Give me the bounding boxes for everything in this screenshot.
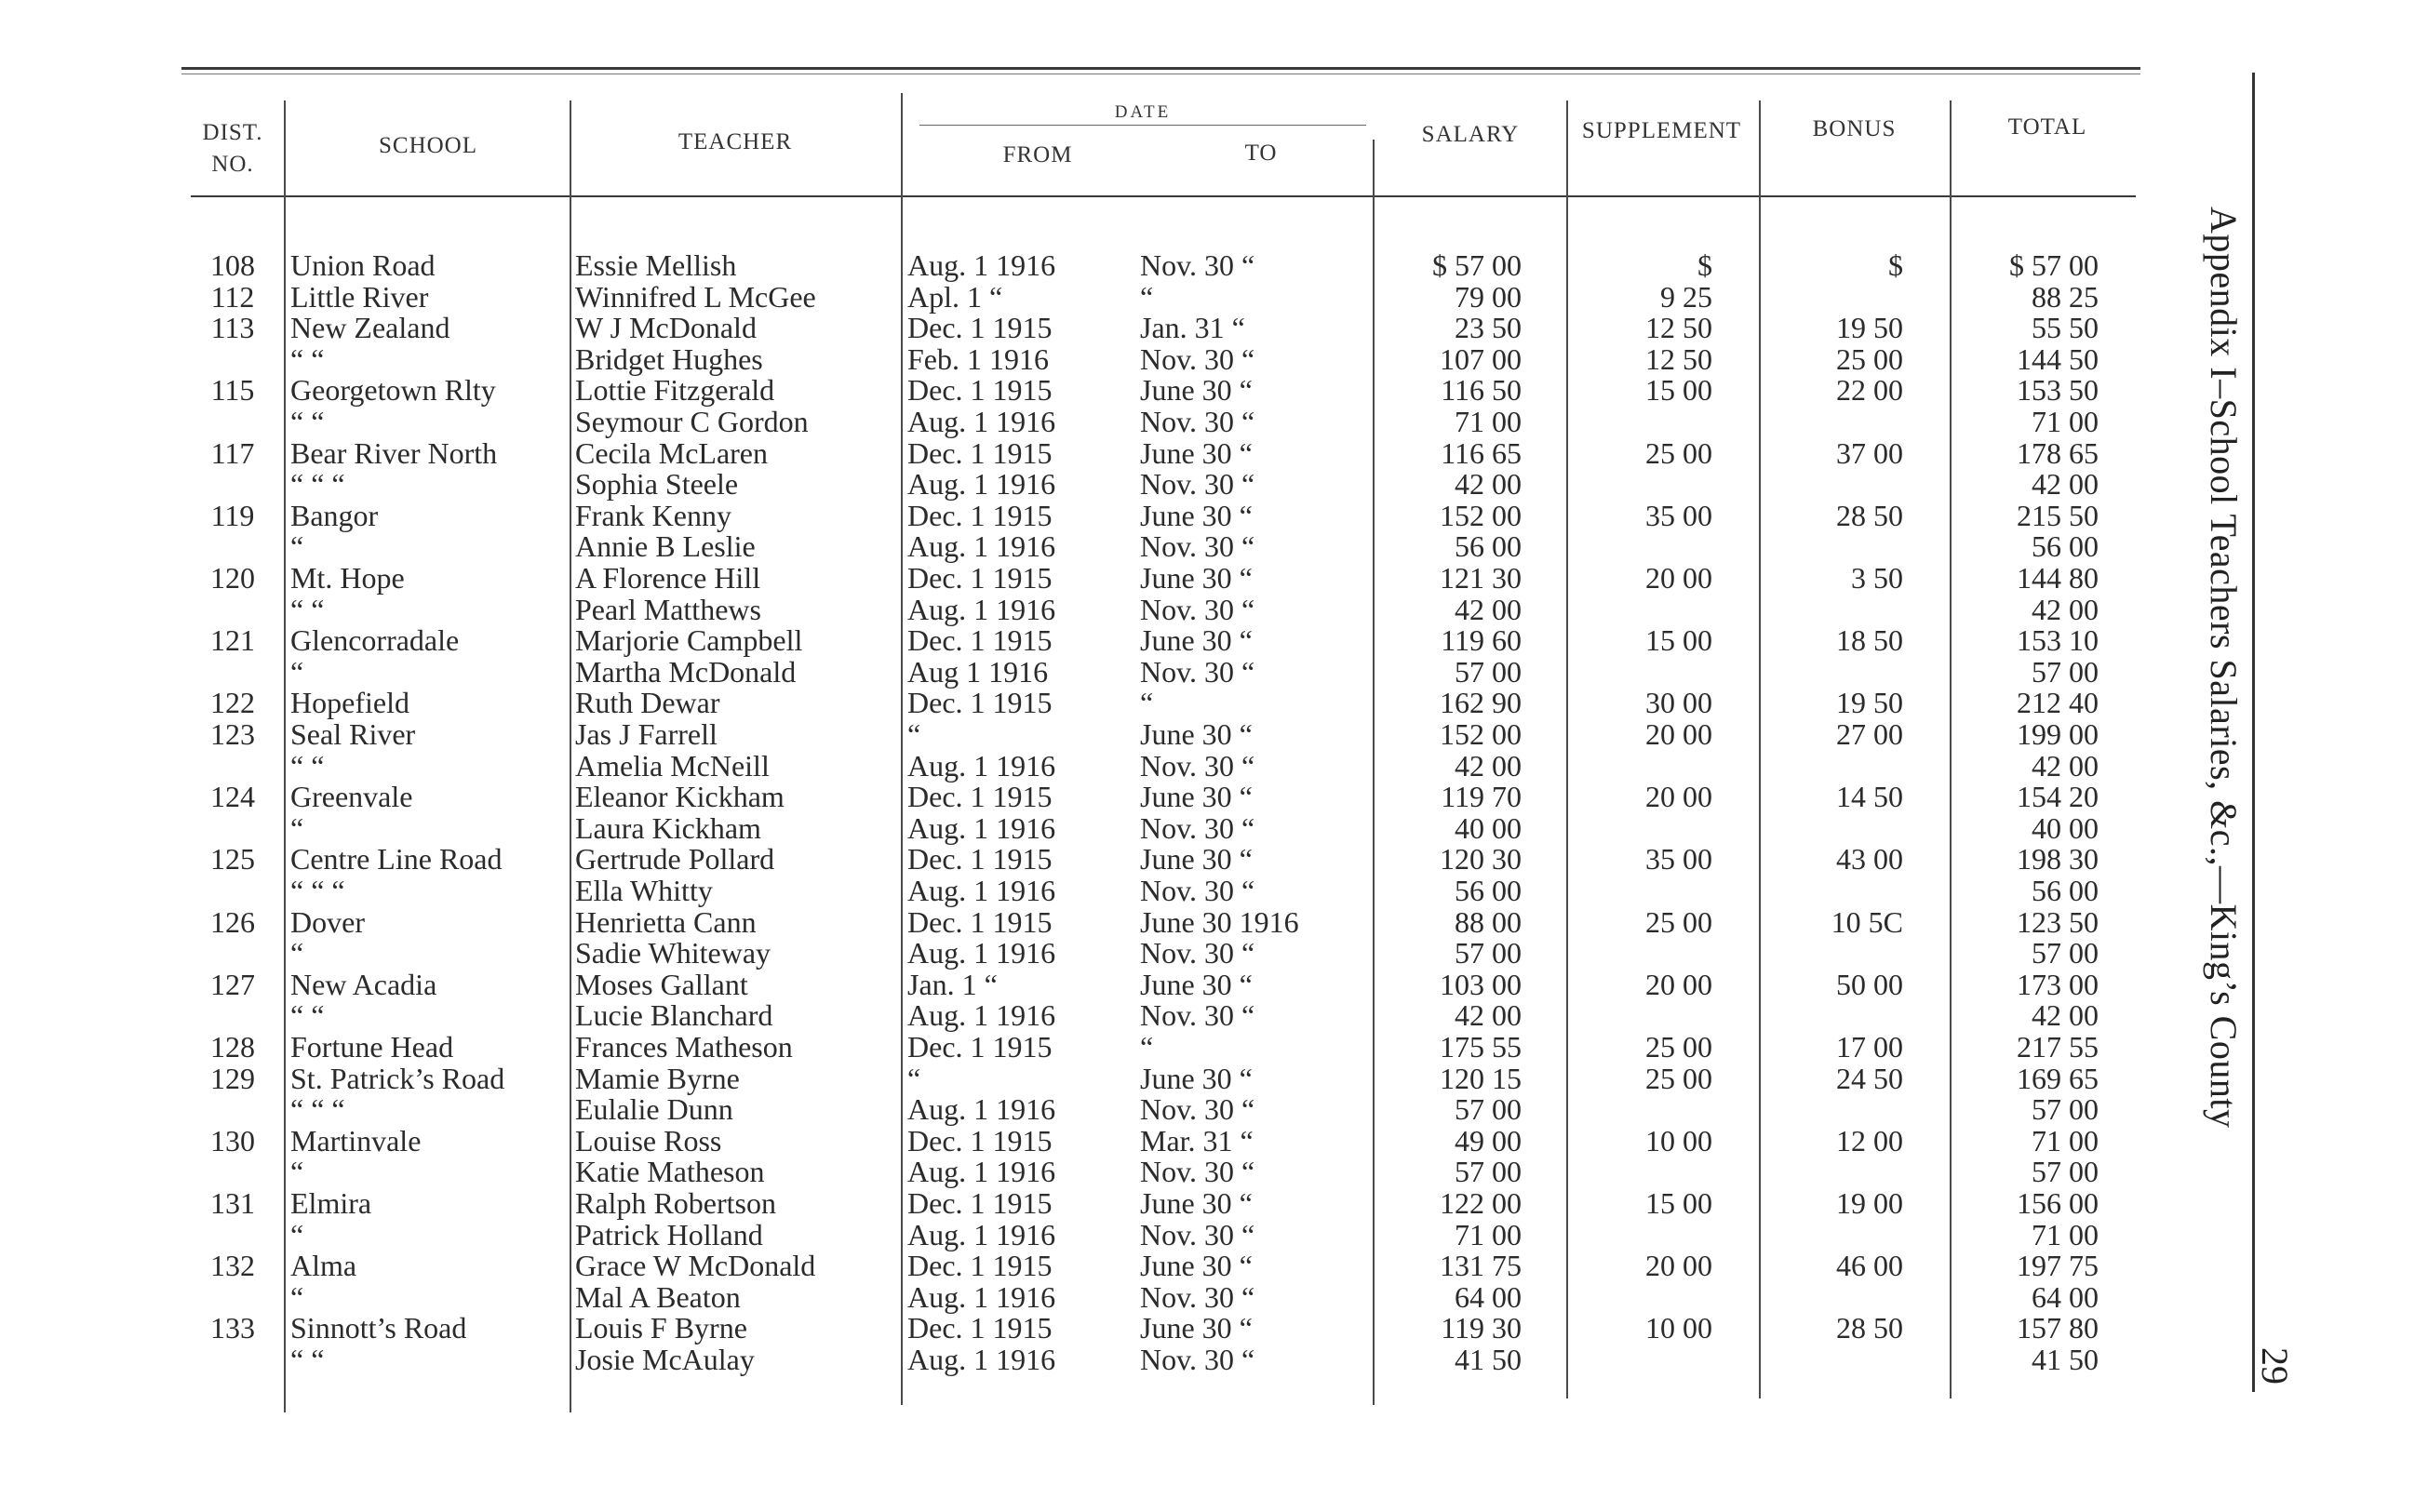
salary-cell: 119 70 bbox=[1441, 780, 1522, 814]
school-cell: Dover bbox=[290, 904, 365, 939]
teacher-cell: Henrietta Cann bbox=[575, 904, 757, 939]
date-from-cell: Aug. 1 1916 bbox=[907, 874, 1056, 907]
salary-cell: 119 60 bbox=[1441, 623, 1522, 658]
supplement-cell: 12 50 bbox=[1645, 311, 1712, 345]
date-from-cell: Aug. 1 1916 bbox=[907, 529, 1056, 564]
dist-no-cell: 119 bbox=[210, 498, 255, 532]
teacher-cell: Eulalie Dunn bbox=[575, 1092, 733, 1127]
date-from-cell: Dec. 1 1915 bbox=[907, 1186, 1053, 1220]
dist-no-cell: 124 bbox=[210, 780, 255, 814]
date-to-cell: Nov. 30 “ bbox=[1140, 467, 1255, 502]
school-cell: Georgetown Rlty bbox=[290, 373, 496, 408]
salary-cell: 120 30 bbox=[1440, 842, 1522, 876]
total-cell: 56 00 bbox=[2032, 874, 2099, 907]
total-cell: $ 57 00 bbox=[2009, 248, 2099, 282]
date-to-cell: Mar. 31 “ bbox=[1140, 1123, 1254, 1157]
header-to: TO bbox=[1244, 140, 1278, 166]
school-cell: “ “ bbox=[290, 998, 325, 1033]
date-from-cell: “ bbox=[907, 717, 921, 751]
total-cell: 57 00 bbox=[2032, 1155, 2099, 1189]
date-to-cell: June 30 “ bbox=[1140, 561, 1253, 595]
total-cell: 71 00 bbox=[2032, 1123, 2099, 1157]
salary-cell: 88 00 bbox=[1455, 904, 1522, 939]
dist-no-cell: 112 bbox=[210, 279, 255, 314]
salary-cell: 103 00 bbox=[1440, 967, 1522, 1001]
date-to-cell: June 30 “ bbox=[1140, 498, 1253, 532]
date-from-cell: Aug. 1 1916 bbox=[907, 1217, 1056, 1251]
date-to-cell: Jan. 31 “ bbox=[1140, 311, 1245, 345]
teacher-cell: Ella Whitty bbox=[575, 874, 713, 907]
supplement-cell: $ bbox=[1697, 248, 1712, 282]
divider-teacher-date bbox=[901, 93, 903, 1405]
date-to-cell: June 30 “ bbox=[1140, 373, 1253, 408]
teacher-cell: Martha McDonald bbox=[575, 654, 797, 689]
date-from-cell: Dec. 1 1915 bbox=[907, 780, 1053, 814]
total-cell: 212 40 bbox=[2017, 686, 2099, 720]
salary-cell: 119 30 bbox=[1441, 1311, 1522, 1345]
date-to-cell: Nov. 30 “ bbox=[1140, 405, 1255, 438]
salary-cell: 40 00 bbox=[1455, 810, 1522, 845]
total-cell: 57 00 bbox=[2032, 654, 2099, 689]
date-from-cell: Aug. 1 1916 bbox=[907, 1092, 1056, 1127]
salary-cell: 57 00 bbox=[1455, 1092, 1522, 1127]
total-cell: 42 00 bbox=[2032, 748, 2099, 783]
date-to-cell: June 30 “ bbox=[1140, 1249, 1253, 1283]
date-from-cell: Apl. 1 “ bbox=[907, 279, 1003, 314]
page-number: 29 bbox=[2254, 1347, 2296, 1385]
date-from-cell: Feb. 1 1916 bbox=[907, 341, 1049, 376]
dist-no-cell: 130 bbox=[210, 1123, 255, 1157]
school-cell: New Zealand bbox=[290, 311, 450, 345]
dist-no-cell: 128 bbox=[210, 1030, 255, 1064]
date-to-cell: Nov. 30 “ bbox=[1140, 654, 1255, 689]
dist-no-cell: 127 bbox=[210, 967, 255, 1001]
date-from-cell: Aug. 1 1916 bbox=[907, 1343, 1056, 1376]
header-total: TOTAL bbox=[2007, 114, 2087, 140]
total-cell: 169 65 bbox=[2017, 1061, 2099, 1095]
date-from-cell: Dec. 1 1915 bbox=[907, 498, 1053, 532]
date-from-cell: Dec. 1 1915 bbox=[907, 561, 1053, 595]
teacher-cell: Sadie Whiteway bbox=[575, 936, 771, 970]
school-cell: Martinvale bbox=[290, 1123, 422, 1157]
teacher-cell: Moses Gallant bbox=[575, 967, 748, 1001]
date-from-cell: Dec. 1 1915 bbox=[907, 686, 1053, 720]
date-from-cell: Dec. 1 1915 bbox=[907, 1249, 1053, 1283]
date-from-cell: Aug 1 1916 bbox=[907, 654, 1049, 689]
divider-school-teacher bbox=[570, 100, 571, 1412]
right-margin-rule bbox=[2252, 73, 2255, 1392]
date-to-cell: June 30 “ bbox=[1140, 842, 1253, 876]
bonus-cell: 25 00 bbox=[1836, 341, 1903, 376]
school-cell: “ bbox=[290, 654, 304, 689]
total-cell: 154 20 bbox=[2017, 780, 2099, 814]
dist-no-cell: 131 bbox=[210, 1186, 255, 1220]
date-from-cell: Aug. 1 1916 bbox=[907, 748, 1056, 783]
date-to-cell: June 30 “ bbox=[1140, 1186, 1253, 1220]
teacher-cell: Amelia McNeill bbox=[575, 748, 770, 783]
salary-cell: 57 00 bbox=[1455, 936, 1522, 970]
teacher-cell: Gertrude Pollard bbox=[575, 842, 775, 876]
supplement-cell: 20 00 bbox=[1645, 967, 1712, 1001]
supplement-cell: 30 00 bbox=[1645, 686, 1712, 720]
supplement-cell: 25 00 bbox=[1645, 904, 1712, 939]
date-to-cell: June 30 “ bbox=[1140, 1311, 1253, 1345]
teacher-cell: Sophia Steele bbox=[575, 467, 739, 502]
teacher-cell: Bridget Hughes bbox=[575, 341, 763, 376]
divider-supplement-bonus bbox=[1759, 100, 1761, 1398]
school-cell: “ “ bbox=[290, 341, 325, 376]
header-supplement: SUPPLEMENT bbox=[1581, 118, 1742, 143]
date-to-cell: Nov. 30 “ bbox=[1140, 1092, 1255, 1127]
school-cell: “ “ bbox=[290, 1343, 325, 1376]
school-cell: Mt. Hope bbox=[290, 561, 405, 595]
teacher-cell: Grace W McDonald bbox=[575, 1249, 816, 1283]
school-cell: “ “ “ bbox=[290, 1092, 345, 1127]
total-cell: 153 50 bbox=[2017, 373, 2099, 408]
header-bottom-rule bbox=[191, 195, 2136, 197]
dist-no-cell: 120 bbox=[210, 561, 255, 595]
date-to-cell: Nov. 30 “ bbox=[1140, 341, 1255, 376]
school-cell: Centre Line Road bbox=[290, 842, 503, 876]
divider-bonus-total bbox=[1950, 100, 1952, 1398]
bonus-cell: 3 50 bbox=[1851, 561, 1903, 595]
date-to-cell: Nov. 30 “ bbox=[1140, 1155, 1255, 1189]
school-cell: New Acadia bbox=[290, 967, 437, 1001]
bonus-cell: 12 00 bbox=[1836, 1123, 1903, 1157]
supplement-cell: 10 00 bbox=[1645, 1123, 1712, 1157]
bonus-cell: 46 00 bbox=[1836, 1249, 1903, 1283]
date-from-cell: Dec. 1 1915 bbox=[907, 373, 1053, 408]
total-cell: 144 80 bbox=[2017, 561, 2099, 595]
date-from-cell: “ bbox=[907, 1061, 921, 1095]
bonus-cell: 19 00 bbox=[1836, 1186, 1903, 1220]
top-rule bbox=[181, 67, 2140, 70]
bonus-cell: 18 50 bbox=[1836, 623, 1903, 658]
school-cell: Sinnott’s Road bbox=[290, 1311, 467, 1345]
supplement-cell: 15 00 bbox=[1645, 1186, 1712, 1220]
salary-cell: 122 00 bbox=[1440, 1186, 1522, 1220]
school-cell: Little River bbox=[290, 279, 429, 314]
school-cell: Greenvale bbox=[290, 780, 413, 814]
date-to-cell: June 30 “ bbox=[1140, 780, 1253, 814]
side-title: Appendix I–School Teachers Salaries, &c.,—King’s County bbox=[2203, 207, 2245, 1129]
date-from-cell: Aug. 1 1916 bbox=[907, 998, 1056, 1033]
supplement-cell: 15 00 bbox=[1645, 373, 1712, 408]
supplement-cell: 20 00 bbox=[1645, 1249, 1712, 1283]
date-from-cell: Dec. 1 1915 bbox=[907, 311, 1053, 345]
dist-no-cell: 129 bbox=[210, 1061, 255, 1095]
date-to-cell: “ bbox=[1140, 686, 1154, 720]
supplement-cell: 12 50 bbox=[1645, 341, 1712, 376]
dist-no-cell: 121 bbox=[210, 623, 255, 658]
date-from-cell: Dec. 1 1915 bbox=[907, 435, 1053, 470]
date-to-cell: Nov. 30 “ bbox=[1140, 529, 1255, 564]
salary-cell: 162 90 bbox=[1440, 686, 1522, 720]
school-cell: Bear River North bbox=[290, 435, 498, 470]
salary-cell: 116 50 bbox=[1441, 373, 1522, 408]
date-to-cell: “ bbox=[1140, 1030, 1154, 1064]
salary-cell: 49 00 bbox=[1455, 1123, 1522, 1157]
school-cell: “ “ bbox=[290, 748, 325, 783]
salary-cell: 56 00 bbox=[1455, 874, 1522, 907]
supplement-cell: 20 00 bbox=[1645, 780, 1712, 814]
school-cell: Glencorradale bbox=[290, 623, 460, 658]
supplement-cell: 35 00 bbox=[1645, 498, 1712, 532]
supplement-cell: 25 00 bbox=[1645, 1030, 1712, 1064]
bonus-cell: 28 50 bbox=[1836, 498, 1903, 532]
salary-cell: 42 00 bbox=[1455, 467, 1522, 502]
salary-cell: 79 00 bbox=[1455, 279, 1522, 314]
supplement-cell: 25 00 bbox=[1645, 1061, 1712, 1095]
school-cell: Hopefield bbox=[290, 686, 409, 720]
salary-cell: 23 50 bbox=[1455, 311, 1522, 345]
salary-cell: 107 00 bbox=[1440, 341, 1522, 376]
salary-cell: 57 00 bbox=[1455, 1155, 1522, 1189]
total-cell: 157 80 bbox=[2017, 1311, 2099, 1345]
supplement-cell: 35 00 bbox=[1645, 842, 1712, 876]
header-dist-no: DIST. NO. bbox=[202, 120, 263, 177]
total-cell: 156 00 bbox=[2017, 1186, 2099, 1220]
total-cell: 198 30 bbox=[2017, 842, 2099, 876]
divider-salary-supplement bbox=[1566, 100, 1568, 1398]
teacher-cell: Cecila McLaren bbox=[575, 435, 768, 470]
teacher-cell: Mamie Byrne bbox=[575, 1061, 740, 1095]
date-to-cell: June 30 “ bbox=[1140, 435, 1253, 470]
teacher-cell: Katie Matheson bbox=[575, 1155, 765, 1189]
total-cell: 42 00 bbox=[2032, 998, 2099, 1033]
school-cell: Alma bbox=[290, 1249, 357, 1283]
bonus-cell: 22 00 bbox=[1836, 373, 1903, 408]
total-cell: 178 65 bbox=[2017, 435, 2099, 470]
bonus-cell: 43 00 bbox=[1836, 842, 1903, 876]
date-to-cell: Nov. 30 “ bbox=[1140, 248, 1255, 282]
header-from: FROM bbox=[1002, 142, 1073, 167]
date-to-cell: Nov. 30 “ bbox=[1140, 810, 1255, 845]
school-cell: “ bbox=[290, 529, 304, 564]
school-cell: “ “ “ bbox=[290, 874, 345, 907]
salary-cell: 42 00 bbox=[1455, 592, 1522, 626]
dist-no-cell: 113 bbox=[210, 311, 255, 345]
total-cell: 57 00 bbox=[2032, 936, 2099, 970]
supplement-cell: 25 00 bbox=[1645, 435, 1712, 470]
date-to-cell: June 30 1916 bbox=[1140, 904, 1299, 939]
divider-date-salary bbox=[1373, 140, 1375, 1405]
date-to-cell: “ bbox=[1140, 279, 1154, 314]
date-to-cell: June 30 “ bbox=[1140, 1061, 1253, 1095]
salary-cell: 71 00 bbox=[1455, 1217, 1522, 1251]
school-cell: Seal River bbox=[290, 717, 416, 751]
salary-cell: 42 00 bbox=[1455, 748, 1522, 783]
total-cell: 217 55 bbox=[2017, 1030, 2099, 1064]
school-cell: Fortune Head bbox=[290, 1030, 454, 1064]
dist-no-cell: 133 bbox=[210, 1311, 255, 1345]
supplement-cell: 20 00 bbox=[1645, 717, 1712, 751]
salary-cell: 41 50 bbox=[1455, 1343, 1522, 1376]
teacher-cell: Josie McAulay bbox=[575, 1343, 755, 1376]
total-cell: 199 00 bbox=[2017, 717, 2099, 751]
teacher-cell: Louis F Byrne bbox=[575, 1311, 747, 1345]
teacher-cell: Lottie Fitzgerald bbox=[575, 373, 775, 408]
bonus-cell: 50 00 bbox=[1836, 967, 1903, 1001]
school-cell: “ bbox=[290, 1155, 304, 1189]
teacher-cell: Ruth Dewar bbox=[575, 686, 720, 720]
dist-no-cell: 108 bbox=[210, 248, 255, 282]
school-cell: Union Road bbox=[290, 248, 436, 282]
date-to-cell: June 30 “ bbox=[1140, 967, 1253, 1001]
teacher-cell: Annie B Leslie bbox=[575, 529, 756, 564]
bonus-cell: 37 00 bbox=[1836, 435, 1903, 470]
teacher-cell: Jas J Farrell bbox=[575, 717, 718, 751]
teacher-cell: Seymour C Gordon bbox=[575, 405, 809, 438]
bonus-cell: 28 50 bbox=[1836, 1311, 1903, 1345]
teacher-cell: Ralph Robertson bbox=[575, 1186, 776, 1220]
date-from-cell: Aug. 1 1916 bbox=[907, 810, 1056, 845]
date-from-cell: Aug. 1 1916 bbox=[907, 1155, 1056, 1189]
date-from-cell: Dec. 1 1915 bbox=[907, 1030, 1053, 1064]
salary-cell: 64 00 bbox=[1455, 1279, 1522, 1314]
salary-cell: 121 30 bbox=[1440, 561, 1522, 595]
date-to-cell: Nov. 30 “ bbox=[1140, 998, 1255, 1033]
teacher-cell: W J McDonald bbox=[575, 311, 757, 345]
teacher-cell: A Florence Hill bbox=[575, 561, 761, 595]
date-to-cell: Nov. 30 “ bbox=[1140, 936, 1255, 970]
date-to-cell: Nov. 30 “ bbox=[1140, 874, 1255, 907]
total-cell: 123 50 bbox=[2017, 904, 2099, 939]
school-cell: “ “ bbox=[290, 405, 325, 438]
total-cell: 57 00 bbox=[2032, 1092, 2099, 1127]
bonus-cell: 19 50 bbox=[1836, 686, 1903, 720]
salary-cell: 71 00 bbox=[1455, 405, 1522, 438]
header-salary: SALARY bbox=[1421, 122, 1520, 147]
salary-cell: 116 65 bbox=[1441, 435, 1522, 470]
dist-no-cell: 132 bbox=[210, 1249, 255, 1283]
date-from-cell: Dec. 1 1915 bbox=[907, 1123, 1053, 1157]
date-to-cell: June 30 “ bbox=[1140, 623, 1253, 658]
salary-cell: 57 00 bbox=[1455, 654, 1522, 689]
dist-no-cell: 115 bbox=[210, 373, 255, 408]
school-cell: “ “ bbox=[290, 592, 325, 626]
dist-no-cell: 123 bbox=[210, 717, 255, 751]
total-cell: 215 50 bbox=[2017, 498, 2099, 532]
teacher-cell: Marjorie Campbell bbox=[575, 623, 803, 658]
teacher-cell: Lucie Blanchard bbox=[575, 998, 773, 1033]
date-to-cell: Nov. 30 “ bbox=[1140, 748, 1255, 783]
bonus-cell: 27 00 bbox=[1836, 717, 1903, 751]
total-cell: 56 00 bbox=[2032, 529, 2099, 564]
bonus-cell: 17 00 bbox=[1836, 1030, 1903, 1064]
date-from-cell: Aug. 1 1916 bbox=[907, 592, 1056, 626]
school-cell: “ bbox=[290, 1217, 304, 1251]
teacher-cell: Essie Mellish bbox=[575, 248, 737, 282]
date-from-cell: Aug. 1 1916 bbox=[907, 248, 1056, 282]
total-cell: 42 00 bbox=[2032, 592, 2099, 626]
school-cell: “ bbox=[290, 810, 304, 845]
date-to-cell: Nov. 30 “ bbox=[1140, 1217, 1255, 1251]
school-cell: “ bbox=[290, 936, 304, 970]
school-cell: “ “ “ bbox=[290, 467, 345, 502]
divider-dist-school bbox=[284, 100, 286, 1412]
teacher-cell: Frances Matheson bbox=[575, 1030, 793, 1064]
date-from-cell: Aug. 1 1916 bbox=[907, 936, 1056, 970]
teacher-cell: Eleanor Kickham bbox=[575, 780, 785, 814]
total-cell: 41 50 bbox=[2032, 1343, 2099, 1376]
supplement-cell: 9 25 bbox=[1660, 279, 1712, 314]
total-cell: 144 50 bbox=[2017, 341, 2099, 376]
salary-cell: 152 00 bbox=[1440, 717, 1522, 751]
bonus-cell: 10 5C bbox=[1831, 904, 1903, 939]
date-from-cell: Dec. 1 1915 bbox=[907, 623, 1053, 658]
teacher-cell: Frank Kenny bbox=[575, 498, 731, 532]
total-cell: 40 00 bbox=[2032, 810, 2099, 845]
total-cell: 42 00 bbox=[2032, 467, 2099, 502]
teacher-cell: Pearl Matthews bbox=[575, 592, 761, 626]
salary-cell: 42 00 bbox=[1455, 998, 1522, 1033]
teacher-cell: Laura Kickham bbox=[575, 810, 761, 845]
salary-cell: 131 75 bbox=[1440, 1249, 1522, 1283]
date-from-cell: Dec. 1 1915 bbox=[907, 1311, 1053, 1345]
date-from-cell: Jan. 1 “ bbox=[907, 967, 998, 1001]
supplement-cell: 20 00 bbox=[1645, 561, 1712, 595]
date-from-cell: Dec. 1 1915 bbox=[907, 842, 1053, 876]
date-from-cell: Aug. 1 1916 bbox=[907, 405, 1056, 438]
date-to-cell: Nov. 30 “ bbox=[1140, 1343, 1255, 1376]
total-cell: 71 00 bbox=[2032, 1217, 2099, 1251]
supplement-cell: 15 00 bbox=[1645, 623, 1712, 658]
header-date: DATE bbox=[1114, 102, 1172, 122]
teacher-cell: Patrick Holland bbox=[575, 1217, 763, 1251]
dist-no-cell: 117 bbox=[210, 435, 255, 470]
salary-cell: 120 15 bbox=[1440, 1061, 1522, 1095]
date-to-cell: Nov. 30 “ bbox=[1140, 1279, 1255, 1314]
total-cell: 71 00 bbox=[2032, 405, 2099, 438]
date-to-cell: June 30 “ bbox=[1140, 717, 1253, 751]
total-cell: 55 50 bbox=[2032, 311, 2099, 345]
total-cell: 64 00 bbox=[2032, 1279, 2099, 1314]
header-teacher: TEACHER bbox=[677, 129, 793, 154]
salary-cell: 56 00 bbox=[1455, 529, 1522, 564]
teacher-cell: Mal A Beaton bbox=[575, 1279, 741, 1314]
salary-cell: $ 57 00 bbox=[1432, 248, 1522, 282]
school-cell: Elmira bbox=[290, 1186, 372, 1220]
date-from-cell: Aug. 1 1916 bbox=[907, 467, 1056, 502]
teacher-cell: Louise Ross bbox=[575, 1123, 722, 1157]
supplement-cell: 10 00 bbox=[1645, 1311, 1712, 1345]
date-from-cell: Dec. 1 1915 bbox=[907, 904, 1053, 939]
header-bonus: BONUS bbox=[1812, 116, 1897, 141]
header-school: SCHOOL bbox=[378, 133, 477, 158]
bonus-cell: 14 50 bbox=[1836, 780, 1903, 814]
total-cell: 173 00 bbox=[2017, 967, 2099, 1001]
teacher-cell: Winnifred L McGee bbox=[575, 279, 816, 314]
dist-no-cell: 125 bbox=[210, 842, 255, 876]
dist-no-cell: 126 bbox=[210, 904, 255, 939]
date-to-cell: Nov. 30 “ bbox=[1140, 592, 1255, 626]
school-cell: Bangor bbox=[290, 498, 379, 532]
bonus-cell: 24 50 bbox=[1836, 1061, 1903, 1095]
school-cell: St. Patrick’s Road bbox=[290, 1061, 505, 1095]
bonus-cell: $ bbox=[1888, 248, 1903, 282]
date-from-cell: Aug. 1 1916 bbox=[907, 1279, 1056, 1314]
school-cell: “ bbox=[290, 1279, 304, 1314]
bonus-cell: 19 50 bbox=[1836, 311, 1903, 345]
total-cell: 197 75 bbox=[2017, 1249, 2099, 1283]
total-cell: 88 25 bbox=[2032, 279, 2099, 314]
total-cell: 153 10 bbox=[2017, 623, 2099, 658]
salary-cell: 152 00 bbox=[1440, 498, 1522, 532]
dist-no-cell: 122 bbox=[210, 686, 255, 720]
salary-cell: 175 55 bbox=[1440, 1030, 1522, 1064]
